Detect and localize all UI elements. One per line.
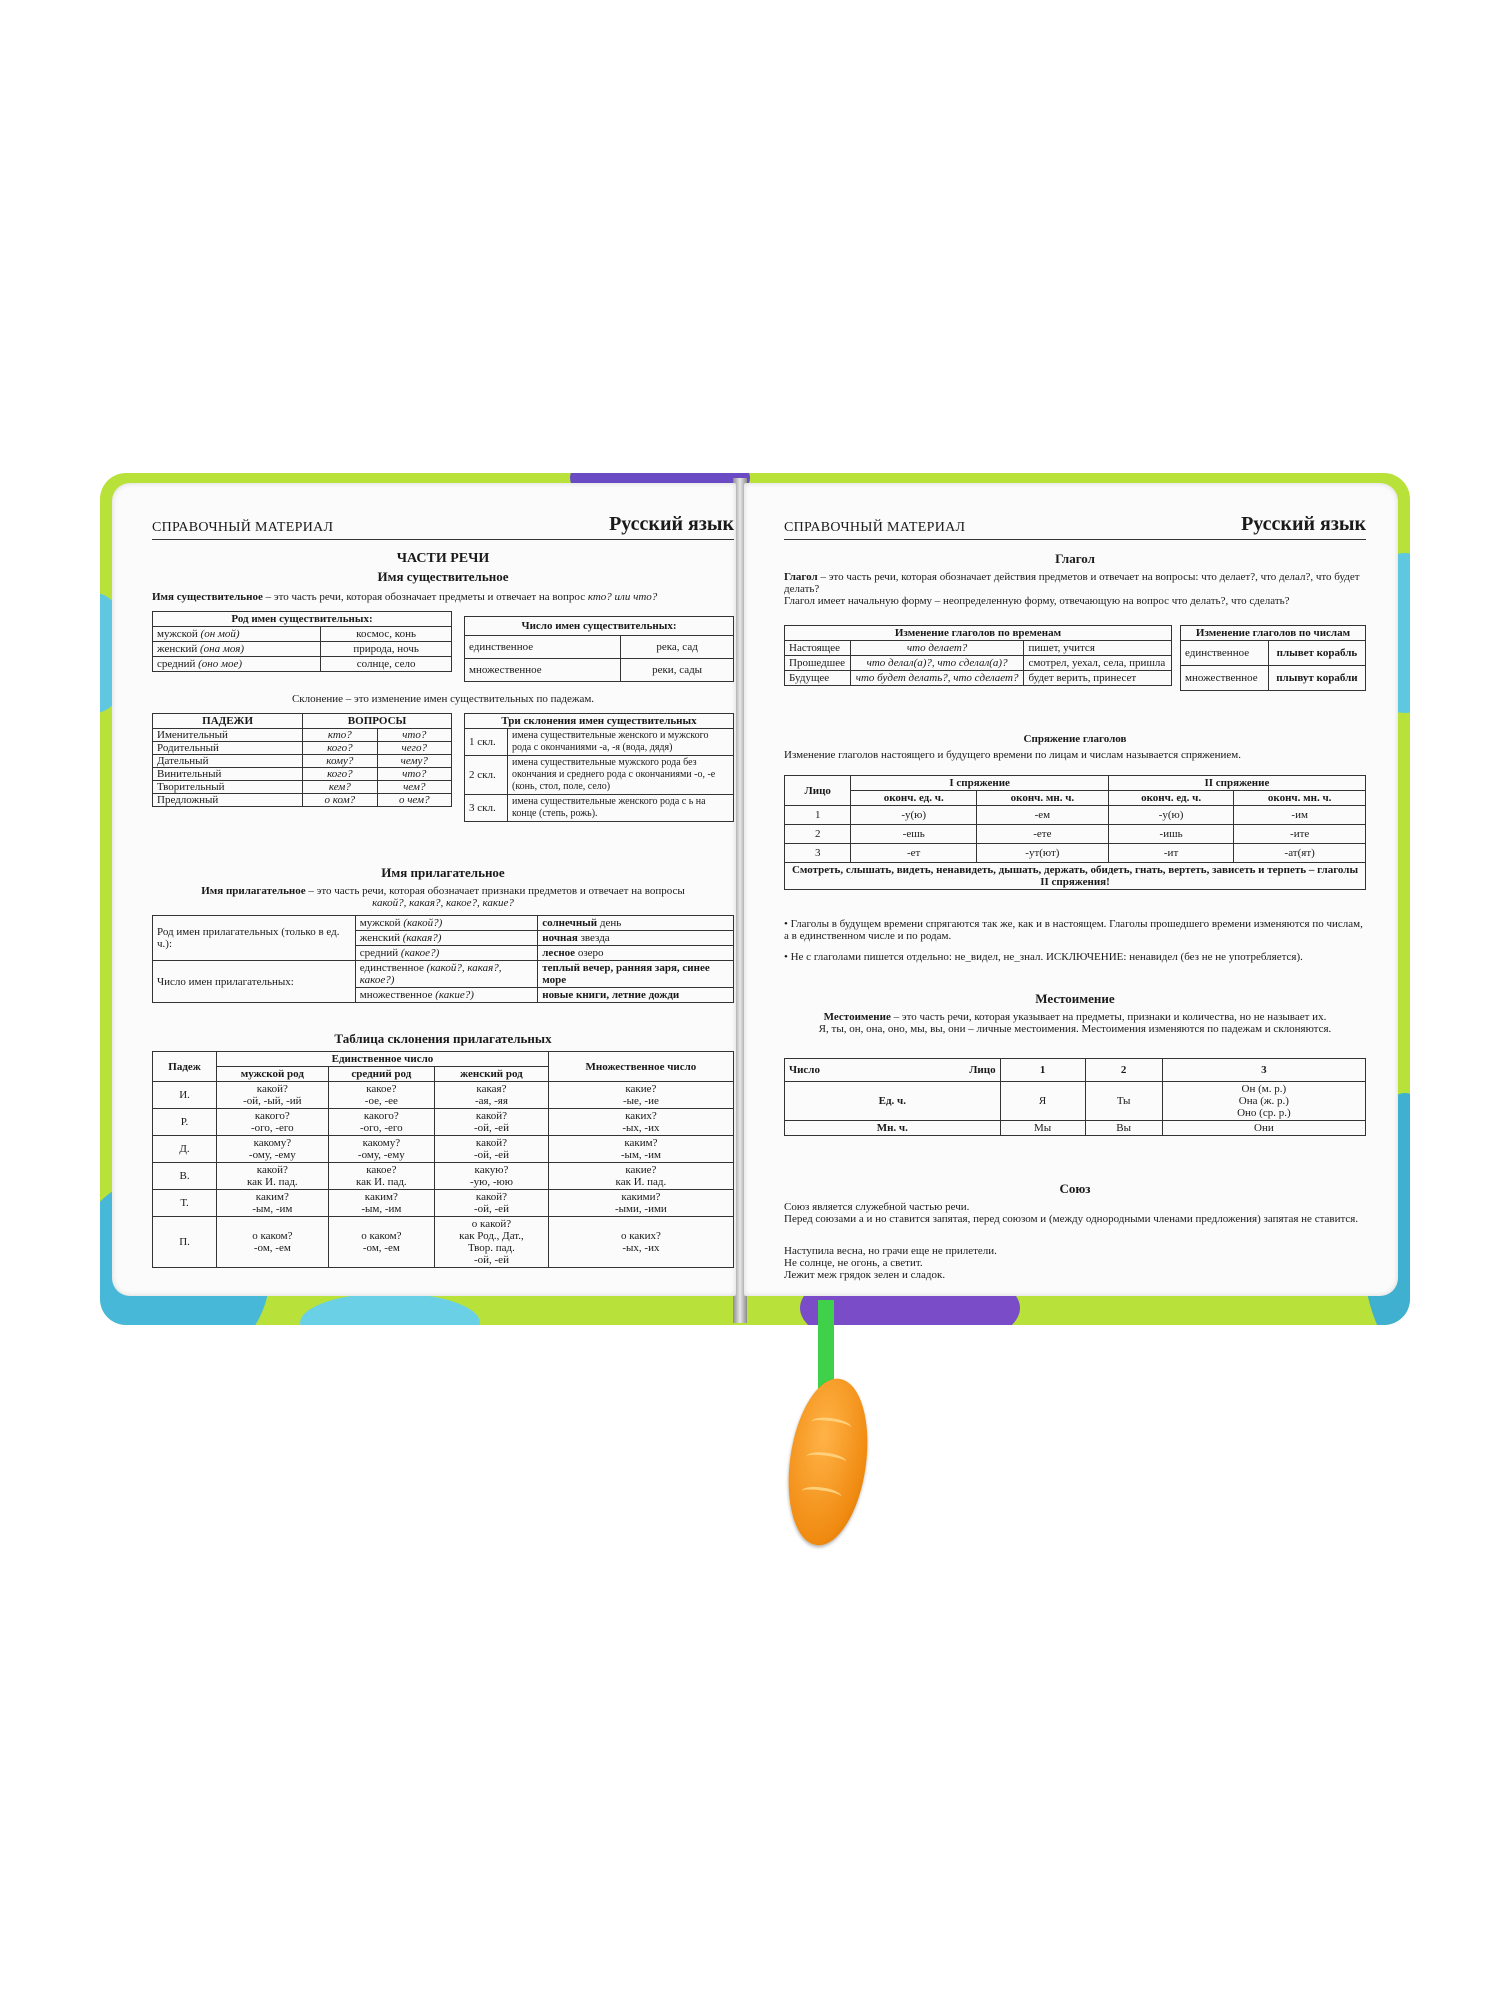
declension-row: В. какой? как И. пад. какое? как И. пад. какую? -ую, -юю какие? как И. пад. <box>153 1163 734 1190</box>
pronoun-table: Число Лицо 1 2 3 Ед. ч. Я Ты Он (м. р.) Она (ж. р.) Оно (ср. р.) Мн. ч. Мы Вы Они <box>784 1058 1366 1136</box>
noun-number-table: Число имен существительных: единственное река, сад множественное реки, сады <box>464 616 734 682</box>
section-title: ЧАСТИ РЕЧИ <box>396 551 490 566</box>
declension-row: Д. какому? -ому, -ему какому? -ому, -ему какой? -ой, -ей каким? -ым, -им <box>153 1136 734 1163</box>
cover-decoration <box>300 1293 480 1325</box>
conjugation-table: Лицо I спряжение II спряжение оконч. ед. ч. оконч. мн. ч. оконч. ед. ч. оконч. мн. ч. 1 -у(ю) -ем -у(ю) -им 2 -ешь -ете -ишь -ите 3 -ет -ут(ют) -ит -ат(ят) Смотреть, слышать, видеть, ненавидеть, дышать, держать, обидеть, гнать, вертеть, зависеть и терпеть – глаголы II спряжения! <box>784 775 1366 890</box>
cases-table: ПАДЕЖИ ВОПРОСЫ Именительный кто? что? Родительный кого? чего? Дательный кому? чему? Винительный кого? что? Творительный кем? чем? Предложный о ком? о чем? <box>152 713 452 807</box>
declension-row: П. о каком? -ом, -ем о каком? -ом, -ем о какой? как Род., Дат., Твор. пад. -ой, -ей о каких? -ых, -их <box>153 1217 734 1268</box>
three-declensions-table: Три склонения имен существительных 1 скл. имена существительные женского и мужского рода с окончаниями -а, -я (вода, дядя) 2 скл. имена существительные мужского рода без окончания и среднего рода с окончаниями -о, -е (конь, стол, поле, село) 3 скл. имена существительные женского рода с ь на конце (степь, рожь). <box>464 713 734 822</box>
declension-definition: Склонение – это изменение имен существительных по падежам. <box>291 693 595 705</box>
adjective-title: Имя прилагательное <box>381 865 505 880</box>
pronoun-definition: Местоимение – это часть речи, которая указывает на предметы, признаки и количества, но не называет их. Я, ты, он, она, оно, мы, вы, они – личные местоимения. Местоимения изменяются по падежам и склоняются. <box>818 1011 1332 1035</box>
adjective-declension-title: Таблица склонения прилагательных <box>334 1031 552 1046</box>
adjective-definition: Имя прилагательное – это часть речи, которая обозначает признаки предметов и отвечает на вопросы какой?, какая?, какое?, какие? <box>201 885 685 909</box>
bookmark-bread-charm <box>779 1374 878 1551</box>
header-subject: Русский язык <box>609 513 734 535</box>
verb-title: Глагол <box>1055 551 1095 566</box>
declension-row: И. какой? -ой, -ый, -ий какое? -ое, -ее какая? -ая, -яя какие? -ые, -ие <box>153 1082 734 1109</box>
verb-note-1: • Глаголы в будущем времени спрягаются так же, как и в настоящем. Глаголы прошедшего времени изменяются по числам, а в единственном числе и по родам. <box>784 918 1363 942</box>
conjugation-definition: Изменение глаголов настоящего и будущего времени по лицам и числам называется спряжением. <box>784 749 1242 761</box>
verb-number-table: Изменение глаголов по числам единственное плывет корабль множественное плывут корабли <box>1180 625 1366 691</box>
left-page <box>112 483 736 1296</box>
verb-note-2: • Не с глаголами пишется отдельно: не_видел, не_знал. ИСКЛЮЧЕНИЕ: ненавидел (без не не употребляется). <box>784 951 1303 963</box>
conjunction-examples: Наступила весна, но грачи еще не прилетели. Не солнце, не огонь, а светит. Лежит меж грядок зелен и сладок. <box>784 1245 997 1281</box>
conjugation-title: Спряжение глаголов <box>1023 733 1127 745</box>
page-header <box>152 513 734 540</box>
verb-definition: Глагол – это часть речи, которая обозначает действия предметов и отвечает на вопросы: что делает?, что делал?, что будет делать? Глагол имеет начальную форму – неопределенную форму, отвечающую на вопрос что делать?, что сделать? <box>784 571 1360 607</box>
header-section: СПРАВОЧНЫЙ МАТЕРИАЛ <box>152 520 334 535</box>
adjective-declension-table: Падеж Единственное число Множественное число мужской род средний род женский род И. какой? -ой, -ый, -ий какое? -ое, -ее какая? -ая, -яя какие? -ые, -ие Р. какого? -ого, -его какого? -ого, -его какой? -ой, -ей каких? -ых, -их Д. какому? -ому, -ему какому? -ому, -ему какой? -ой, -ей каким? -ым, -им В. какой? как И. пад. какое? как И. пад. какую? -ую, -юю какие? как И. пад. Т. каким? -ым, -им каким? -ым, -им какой? -ой, -ей какими? -ыми, -ими П. о каком? -ом, -ем о каком? -ом, -ем о какой? как Род., Дат., Твор. пад. -ой, -ей о каких? -ых, -их <box>152 1051 734 1268</box>
conjunction-definition: Союз является служебной частью речи. Перед союзами а и но ставится запятая, перед союзом и (между однородными членами предложения) запятая не ставится. <box>784 1201 1359 1225</box>
page-header <box>784 513 1366 540</box>
pronoun-title: Местоимение <box>1035 991 1115 1006</box>
right-page <box>744 483 1398 1296</box>
declension-row: Р. какого? -ого, -его какого? -ого, -его какой? -ой, -ей каких? -ых, -их <box>153 1109 734 1136</box>
noun-definition: Имя существительное – это часть речи, которая обозначает предметы и отвечает на вопрос кто? или что? <box>152 591 658 603</box>
conjunction-title: Союз <box>1059 1181 1091 1196</box>
verb-tense-table: Изменение глаголов по временам Настоящее что делает? пишет, учится Прошедшее что делал(а)?, что сделал(а)? смотрел, уехал, села, пришла Будущее что будет делать?, что сделает? будет верить, принесет <box>784 625 1172 686</box>
header-section: СПРАВОЧНЫЙ МАТЕРИАЛ <box>784 520 966 535</box>
noun-title: Имя существительное <box>377 569 509 584</box>
adjective-table: Род имен прилагательных (только в ед. ч.): мужской (какой?) солнечный день женский (какая?) ночная звезда средний (какое?) лесное озеро Число имен прилагательных: единственное (какой?, какая?, какое?) теплый вечер, ранняя заря, синее море множественное (какие?) новые книги, летние дожди <box>152 915 734 1003</box>
declension-row: Т. каким? -ым, -им каким? -ым, -им какой? -ой, -ей какими? -ыми, -ими <box>153 1190 734 1217</box>
header-subject: Русский язык <box>1241 513 1366 535</box>
noun-gender-table: Род имен существительных: мужской (он мой) космос, конь женский (она моя) природа, ночь средний (оно мое) солнце, село <box>152 611 452 672</box>
